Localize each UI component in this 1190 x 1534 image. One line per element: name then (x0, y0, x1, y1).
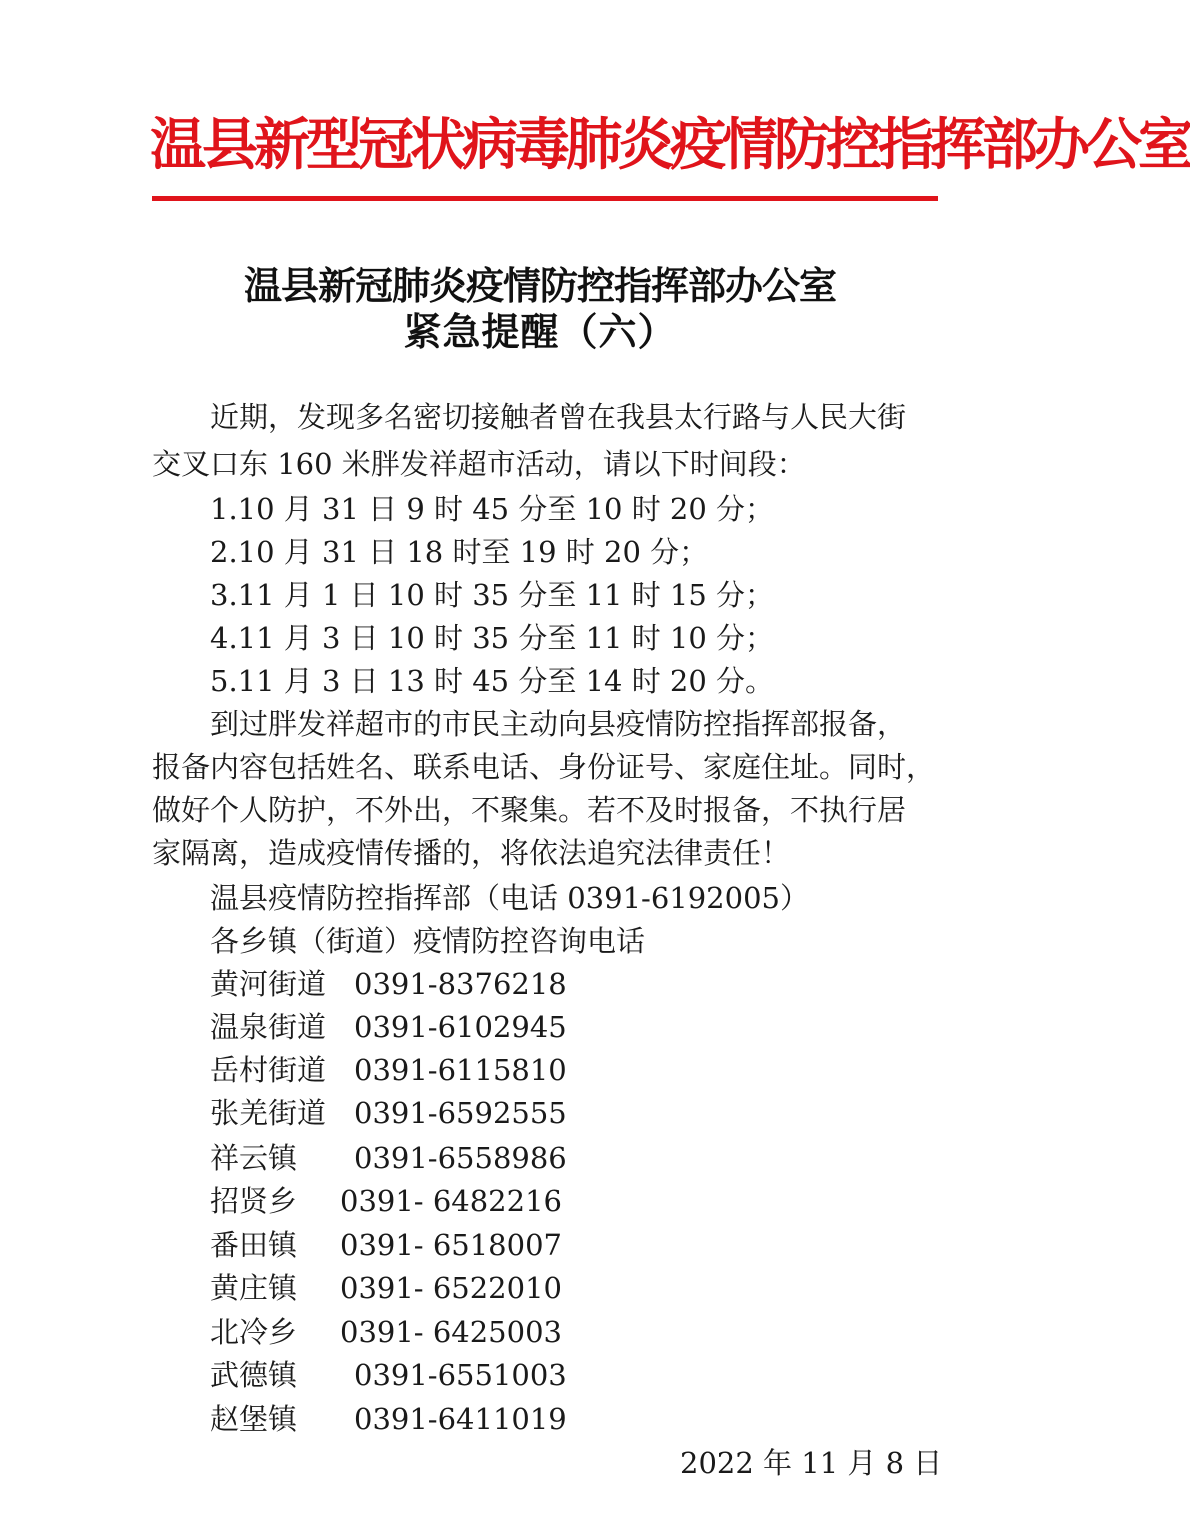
contact-name: 张羌街道 (210, 1096, 327, 1130)
contact-phone: 0391-6551003 (354, 1358, 567, 1392)
contact-phone: 0391-6558986 (354, 1141, 567, 1175)
contact-name: 武德镇 (210, 1358, 298, 1392)
contact-phone: 0391- 6518007 (340, 1228, 562, 1262)
contact-phone: 0391-8376218 (354, 967, 567, 1001)
consult-heading: 各乡镇（街道）疫情防控咨询电话 (210, 924, 646, 958)
letterhead-red-rule (152, 196, 938, 201)
notice-paragraph-line4: 家隔离，造成疫情传播的，将依法追究法律责任！ (152, 836, 791, 870)
contact-phone: 0391-6102945 (354, 1010, 567, 1044)
document-title-line1: 温县新冠肺炎疫情防控指挥部办公室 (243, 264, 836, 308)
time-slot-5: 5.11 月 3 日 13 时 45 分至 14 时 20 分。 (210, 664, 775, 698)
time-slot-4: 4.11 月 3 日 10 时 35 分至 11 时 10 分； (210, 621, 775, 655)
contact-phone: 0391- 6482216 (340, 1184, 562, 1218)
time-slot-1: 1.10 月 31 日 9 时 45 分至 10 时 20 分； (210, 492, 775, 526)
contact-name: 岳村街道 (210, 1053, 327, 1087)
contact-phone: 0391-6411019 (354, 1402, 567, 1436)
notice-paragraph-line1: 到过胖发祥超市的市民主动向县疫情防控指挥部报备， (210, 707, 907, 741)
contact-phone: 0391-6115810 (354, 1053, 567, 1087)
letterhead-org-name: 温县新型冠状病毒肺炎疫情防控指挥部办公室 (150, 113, 1190, 178)
contact-phone: 0391- 6522010 (340, 1271, 562, 1305)
notice-paragraph-line2: 报备内容包括姓名、联系电话、身份证号、家庭住址。同时， (152, 750, 936, 784)
contact-name: 番田镇 (210, 1228, 298, 1262)
contact-phone: 0391- 6425003 (340, 1315, 562, 1349)
contact-name: 黄庄镇 (210, 1271, 298, 1305)
contact-name: 温泉街道 (210, 1010, 327, 1044)
contact-name: 北冷乡 (210, 1315, 298, 1349)
contact-name: 赵堡镇 (210, 1402, 298, 1436)
contact-name: 招贤乡 (210, 1184, 298, 1218)
intro-paragraph-line2: 交叉口东 160 米胖发祥超市活动，请以下时间段： (152, 447, 806, 481)
intro-paragraph-line1: 近期，发现多名密切接触者曾在我县太行路与人民大街 (210, 400, 907, 434)
notice-paragraph-line3: 做好个人防护，不外出，不聚集。若不及时报备，不执行居 (152, 793, 907, 827)
issue-date: 2022 年 11 月 8 日 (680, 1446, 943, 1480)
time-slot-3: 3.11 月 1 日 10 时 35 分至 11 时 15 分； (210, 578, 775, 612)
contact-name: 祥云镇 (210, 1141, 298, 1175)
contact-name: 黄河街道 (210, 967, 327, 1001)
document-title-line2: 紧急提醒（六） (403, 310, 677, 354)
hq-contact-line: 温县疫情防控指挥部（电话 0391-6192005） (210, 881, 809, 915)
time-slot-2: 2.10 月 31 日 18 时至 19 时 20 分； (210, 535, 709, 569)
contact-phone: 0391-6592555 (354, 1096, 567, 1130)
